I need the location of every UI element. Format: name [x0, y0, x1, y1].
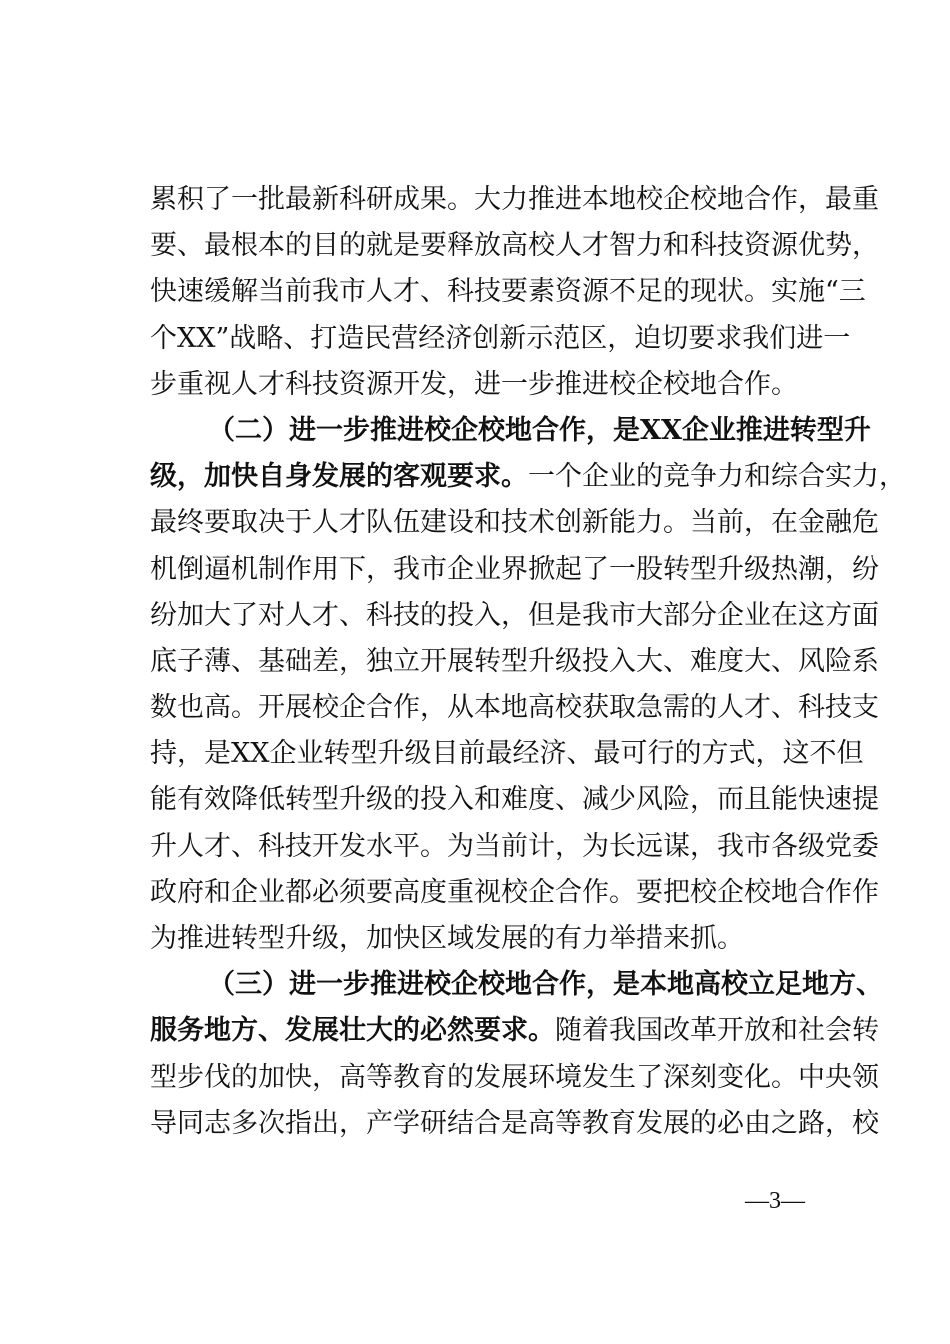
text-line [150, 639, 879, 685]
body-text: 步重视人才科技资源开发，进一步推进校企校地合作。 [150, 368, 798, 400]
text-line [150, 1008, 879, 1054]
body-text: 个XX”战略、打造民营经济创新示范区，迫切要求我们进一 [150, 322, 851, 354]
text-line [150, 223, 879, 269]
body-text: 随着我国改革开放和社会转 [555, 1015, 879, 1047]
text-line [150, 824, 879, 870]
text-line [150, 685, 879, 731]
body-text: 要、最根本的目的就是要释放高校人才智力和科技资源优势， [150, 230, 879, 262]
text-line [150, 593, 879, 639]
body-text: 政府和企业都必须要高度重视校企合作。要把校企校地合作作 [150, 876, 879, 908]
body-text: 升人才、科技开发水平。为当前计，为长远谋，我市各级党委 [150, 830, 879, 862]
text-line [150, 1055, 879, 1101]
body-text: 能有效降低转型升级的投入和难度、减少风险，而且能快速提 [150, 784, 879, 816]
body-text: 型步伐的加快，高等教育的发展环境发生了深刻变化。中央领 [150, 1061, 879, 1093]
section-heading: （三）进一步推进校企校地合作，是本地高校立足地方、 [208, 969, 883, 1001]
text-line [150, 870, 879, 916]
body-text: 底子薄、基础差，独立开展转型升级投入大、难度大、风险系 [150, 645, 879, 677]
text-line [150, 269, 866, 315]
document-body [150, 177, 906, 1147]
text-line [150, 408, 871, 454]
text-line [150, 500, 879, 546]
body-text: 导同志多次指出，产学研结合是高等教育发展的必由之路，校 [150, 1107, 879, 1139]
text-line [150, 916, 850, 962]
section-heading: 服务地方、发展壮大的必然要求。 [150, 1015, 555, 1047]
text-line [150, 454, 906, 500]
text-line [150, 1101, 879, 1147]
text-line [150, 177, 879, 223]
body-text: 为推进转型升级，加快区域发展的有力举措来抓。 [150, 923, 744, 954]
text-line [150, 547, 879, 593]
section-heading: （二）进一步推进校企校地合作，是XX企业推进转型升 [208, 414, 871, 446]
page-number: —3— [745, 1188, 805, 1214]
body-text: 持，是XX企业转型升级目前最经济、最可行的方式，这不但 [150, 738, 864, 770]
body-text: 累积了一批最新科研成果。大力推进本地校企校地合作，最重 [150, 184, 879, 215]
text-line [150, 316, 850, 362]
section-heading: 级，加快自身发展的客观要求。 [150, 461, 528, 493]
body-text: 机倒逼机制作用下，我市企业界掀起了一股转型升级热潮，纷 [150, 553, 879, 585]
body-text: 最终要取决于人才队伍建设和技术创新能力。当前，在金融危 [150, 507, 879, 539]
body-text: 一个企业的竞争力和综合实力， [528, 461, 906, 493]
text-line [150, 362, 850, 408]
text-line [150, 777, 879, 823]
text-line [150, 962, 883, 1008]
body-text: 快速缓解当前我市人才、科技要素资源不足的现状。实施“三 [150, 276, 866, 308]
body-text: 数也高。开展校企合作，从本地高校获取急需的人才、科技支 [150, 692, 879, 724]
text-line [150, 731, 864, 777]
body-text: 纷加大了对人才、科技的投入，但是我市大部分企业在这方面 [150, 599, 879, 631]
